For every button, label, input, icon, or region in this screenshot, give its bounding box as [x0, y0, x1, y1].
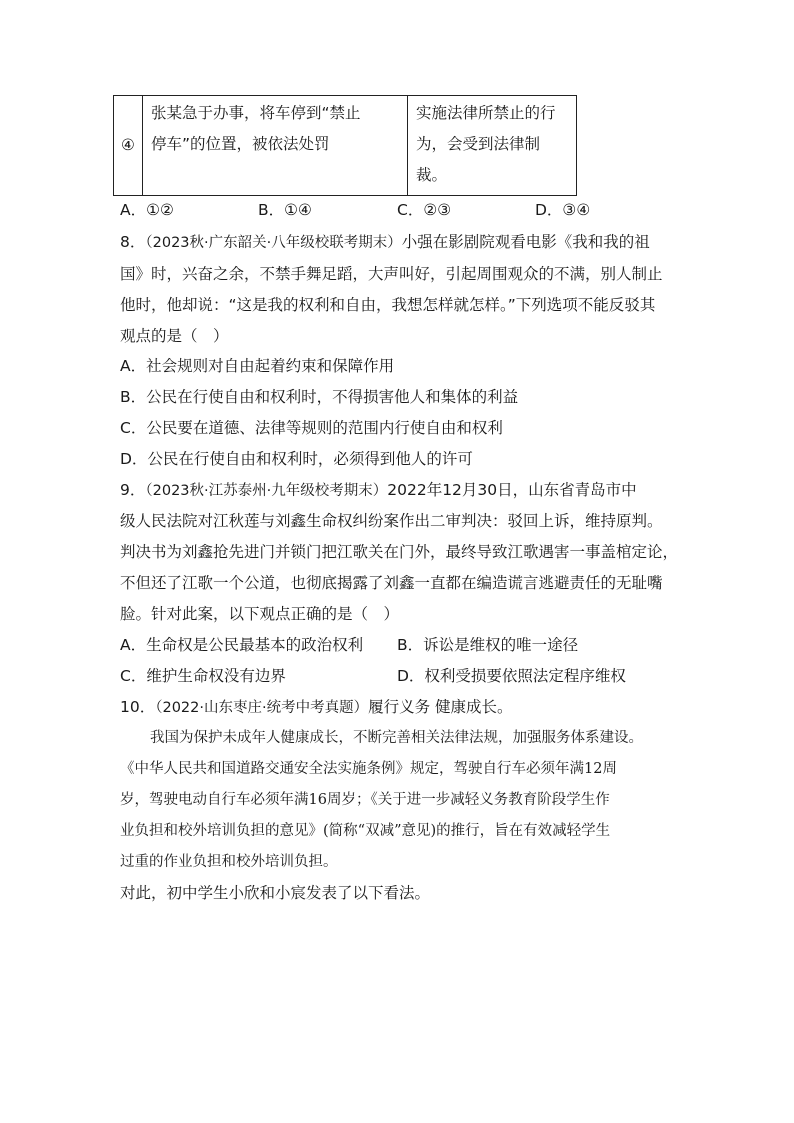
q7-option-b: B．①④	[258, 201, 312, 219]
q9-option-a: A．生命权是公民最基本的政治权利	[120, 636, 364, 654]
q9-option-c: C．维护生命权没有边界	[120, 667, 286, 685]
q7-option-c: C．②③	[397, 201, 452, 219]
q10-material-line: 过重的作业负担和校外培训负担。	[120, 854, 338, 870]
q10-tail-line: 对此，初中学生小欣和小宸发表了以下看法。	[120, 884, 431, 902]
q8-stem-line: 国》时，兴奋之余，不禁手舞足蹈，大声叫好，引起周围观众的不满，别人制止	[120, 265, 663, 283]
q8-stem-line: 观点的是（ ）	[120, 327, 229, 345]
note-line: 为，会受到法律制裁。	[416, 135, 541, 184]
table-row	[114, 96, 577, 196]
note-cell	[408, 96, 577, 196]
q9-stem-line: 9．（2023秋·江苏泰州·九年级校考期末）2022年12月30日，山东省青岛市中	[120, 481, 637, 499]
q8-option-b: B．公民在行使自由和权利时，不得损害他人和集体的利益	[120, 388, 519, 406]
q10-stem-line: 10．（2022·山东枣庄·统考中考真题）履行义务 健康成长。	[120, 698, 513, 716]
question-number: 10．	[120, 698, 156, 716]
q7-option-d: D．③④	[535, 201, 591, 219]
case-line: 张某急于办事，将车停到“禁止	[151, 104, 361, 122]
q9-stem-line: 不但还了江歌一个公道，也彻底揭露了刘鑫一直都在编造谎言逃避责任的无耻嘴	[120, 574, 663, 592]
q8-stem-line: 他时，他却说：“这是我的权利和自由，我想怎样就怎样。”下列选项不能反驳其	[120, 296, 656, 314]
q10-material-line: 岁，驾驶电动自行车必须年满16周岁；《关于进一步减轻义务教育阶段学生作	[120, 792, 610, 808]
question-source: （2022·山东枣庄·统考中考真题）	[155, 700, 369, 716]
q8-option-d: D．公民在行使自由和权利时，必须得到他人的许可	[120, 450, 473, 468]
q8-stem-line: 8．（2023秋·广东韶关·八年级校联考期末）小强在影剧院观看电影《我和我的祖	[120, 233, 650, 251]
row-number: ④	[114, 96, 143, 196]
q9-stem-line: 脸。针对此案，以下观点正确的是（ ）	[120, 605, 400, 623]
q9-option-b: B．诉讼是维权的唯一途径	[397, 636, 579, 654]
answer-table	[113, 95, 577, 196]
case-cell	[143, 96, 408, 196]
q10-material-line: 《中华人民共和国道路交通安全法实施条例》规定，驾驶自行车必须年满12周	[120, 761, 617, 777]
q8-option-a: A．社会规则对自由起着约束和保障作用	[120, 357, 395, 375]
question-number: 9．	[120, 481, 146, 499]
q7-option-a: A．①②	[120, 201, 174, 219]
question-number: 8．	[120, 233, 146, 251]
q10-material-line: 我国为保护未成年人健康成长，不断完善相关法律法规，加强服务体系建设。	[150, 730, 643, 746]
note-line: 实施法律所禁止的行	[416, 104, 556, 122]
q9-option-d: D．权利受损要依照法定程序维权	[397, 667, 626, 685]
q8-option-c: C．公民要在道德、法律等规则的范围内行使自由和权利	[120, 419, 503, 437]
case-line: 停车”的位置，被依法处罚	[151, 135, 330, 153]
q10-material-line: 业负担和校外培训负担的意见》(简称“双减”意见)的推行，旨在有效减轻学生	[120, 823, 611, 839]
question-source: （2023秋·广东韶关·八年级校联考期末）	[145, 235, 402, 251]
q9-stem-line: 判决书为刘鑫抢先进门并锁门把江歌关在门外，最终导致江歌遇害一事盖棺定论，	[120, 543, 679, 561]
q9-stem-line: 级人民法院对江秋莲与刘鑫生命权纠纷案作出二审判决：驳回上诉，维持原判。	[120, 512, 663, 530]
question-source: （2023秋·江苏泰州·九年级校考期末）	[145, 483, 388, 499]
